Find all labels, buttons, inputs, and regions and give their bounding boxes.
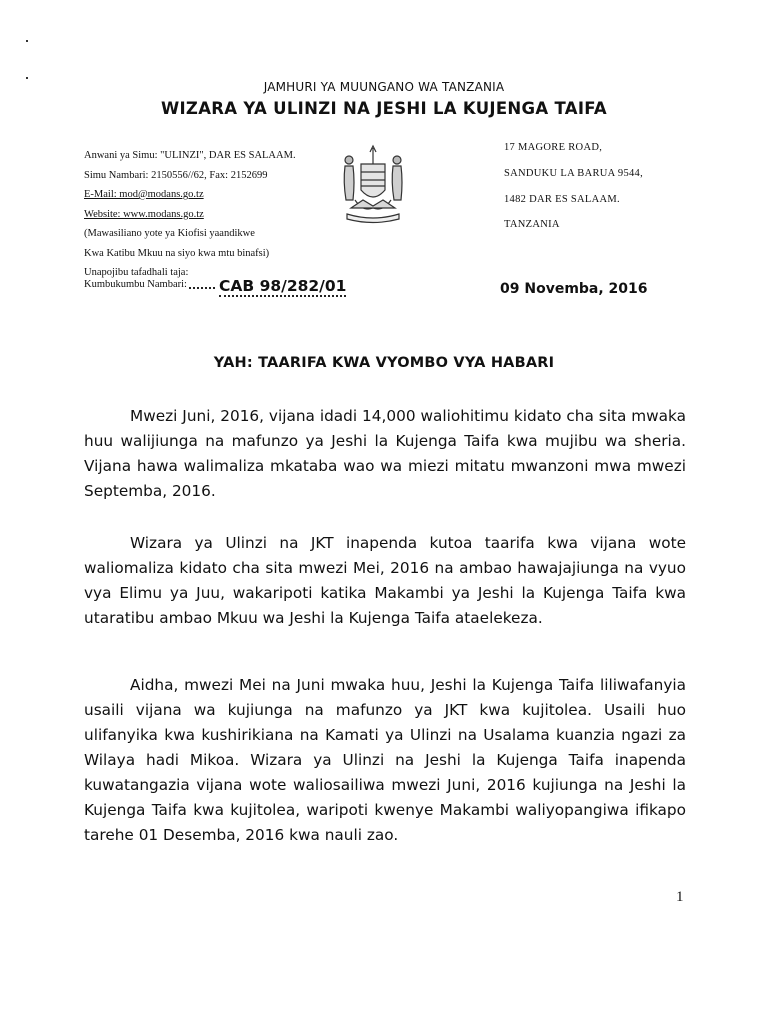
page-number: 1 (676, 889, 684, 905)
body-paragraph: Wizara ya Ulinzi na JKT inapenda kutoa taarifa kwa vijana wote waliomaliza kidato cha sita mwezi Mei, 2016 na ambao hawajajiunga na vyuo vya Elimu ya Juu, wakaripoti katika Makambi ya Jeshi la Kujenga Taifa kwa utaratibu ambao Mkuu wa Jeshi la Kujenga Taifa ataelekeza. (84, 534, 686, 627)
address-line: 1482 DAR ES SALAAM. (504, 194, 620, 205)
letter-date: 09 Novemba, 2016 (500, 281, 648, 297)
scan-mark (26, 77, 28, 79)
body-paragraph: Aidha, mwezi Mei na Juni mwaka huu, Jeshi la Kujenga Taifa liliwafanyia usaili vijana wa kujiunga na mafunzo ya JKT kwa kujitolea. Usaili huo ulifanyika kwa kushirikiana na Kamati ya Ulinzi na Usalama kuanzia ngazi za Wilaya hadi Mikoa. Wizara ya Ulinzi na Jeshi la Kujenga Taifa inapenda kuwatangazia vijana wote waliosailiwa mwezi Juni, 2016 kujiunga na Jeshi la Kujenga Taifa kwa kujitolea, waripoti kwenye Makambi waliyopangiwa ifikapo tarehe 01 Desemba, 2016 kwa nauli zao. (84, 676, 686, 844)
country-heading: JAMHURI YA MUUNGANO WA TANZANIA (263, 80, 505, 94)
telegraphic-address: Anwani ya Simu: "ULINZI", DAR ES SALAAM. (84, 150, 296, 161)
dotted-line (189, 287, 215, 289)
address-line: 17 MAGORE ROAD, (504, 142, 603, 153)
website-link[interactable]: Website: www.modans.go.tz (84, 208, 204, 220)
address-line: TANZANIA (504, 219, 560, 230)
reply-instruction: Unapojibu tafadhali taja: (84, 267, 189, 278)
reference-label: Kumbukumbu Nambari: (84, 279, 187, 290)
body-paragraph: Mwezi Juni, 2016, vijana idadi 14,000 waliohitimu kidato cha sita mwaka huu walijiunga na mafunzo ya Jeshi la Kujenga Taifa kwa mujibu wa sheria. Vijana hawa walimaliza mkataba wao wa miezi mitatu mwanzoni mwa mwezi Septemba, 2016. (84, 407, 686, 500)
email-link[interactable]: E-Mail: mod@modans.go.tz (84, 189, 204, 200)
contact-block (84, 146, 344, 283)
correspondence-note-1: (Mawasiliano yote ya Kiofisi yaandikwe (84, 228, 255, 239)
address-line: SANDUKU LA BARUA 9544, (504, 168, 644, 179)
subject-line: YAH: TAARIFA KWA VYOMBO VYA HABARI (213, 355, 555, 371)
correspondence-note-2: Kwa Katibu Mkuu na siyo kwa mtu binafsi) (84, 247, 270, 259)
reference-number: CAB 98/282/01 (219, 277, 347, 295)
ministry-heading: WIZARA YA ULINZI NA JESHI LA KUJENGA TAIFA (160, 99, 608, 118)
phone-fax: Simu Nambari: 2150556//62, Fax: 2152699 (84, 169, 268, 181)
scan-mark (26, 40, 28, 42)
tanzania-coat-of-arms-icon (333, 142, 413, 226)
